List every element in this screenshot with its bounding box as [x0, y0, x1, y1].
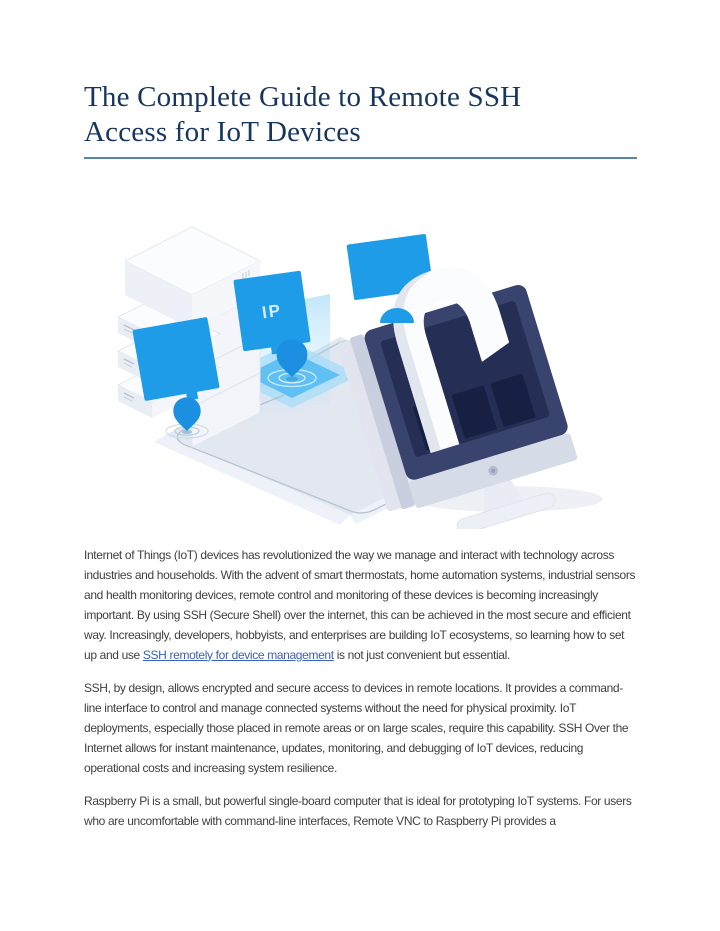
page-title: The Complete Guide to Remote SSH Access for IoT Devices	[84, 81, 522, 148]
paragraph-1	[84, 545, 637, 665]
paragraph-1-tail: is not just convenient but essential.	[333, 647, 510, 662]
body-text	[84, 545, 637, 831]
hero-illustration	[88, 199, 648, 529]
iot-ssh-illustration	[88, 199, 648, 529]
ssh-remote-link[interactable]: SSH remotely for device management	[142, 647, 334, 662]
paragraph-1-text: Internet of Things (IoT) devices has revolutionized the way we manage and interact with technology across industries and households. With the advent of smart thermostats, home automation systems, industrial sensors and health monitoring devices, remote control and monitoring of these devices is becoming increasingly important. By using SSH (Secure Shell) over the internet, this can be achieved in the most secure and efficient way. Increasingly, developers, hobbyists, and enterprises are building IoT ecosystems, so learning how to set up and use	[84, 547, 636, 662]
paragraph-3: Raspberry Pi is a small, but powerful single-board computer that is ideal for prototyping IoT systems. For users who are uncomfortable with command-line interfaces, Remote VNC to Raspberry Pi provides a	[84, 793, 632, 828]
title-rule	[84, 157, 637, 159]
ip-label: IP	[260, 300, 284, 322]
paragraph-2: SSH, by design, allows encrypted and secure access to devices in remote locations. It provides a command-line interface to control and manage connected systems without the need for physical proximity. IoT deployments, especially those placed in remote areas or on large scales, require this capability. SSH Over the Internet allows for instant maintenance, updates, monitoring, and debugging of IoT devices, reducing operational costs and increasing system resilience.	[84, 680, 629, 775]
